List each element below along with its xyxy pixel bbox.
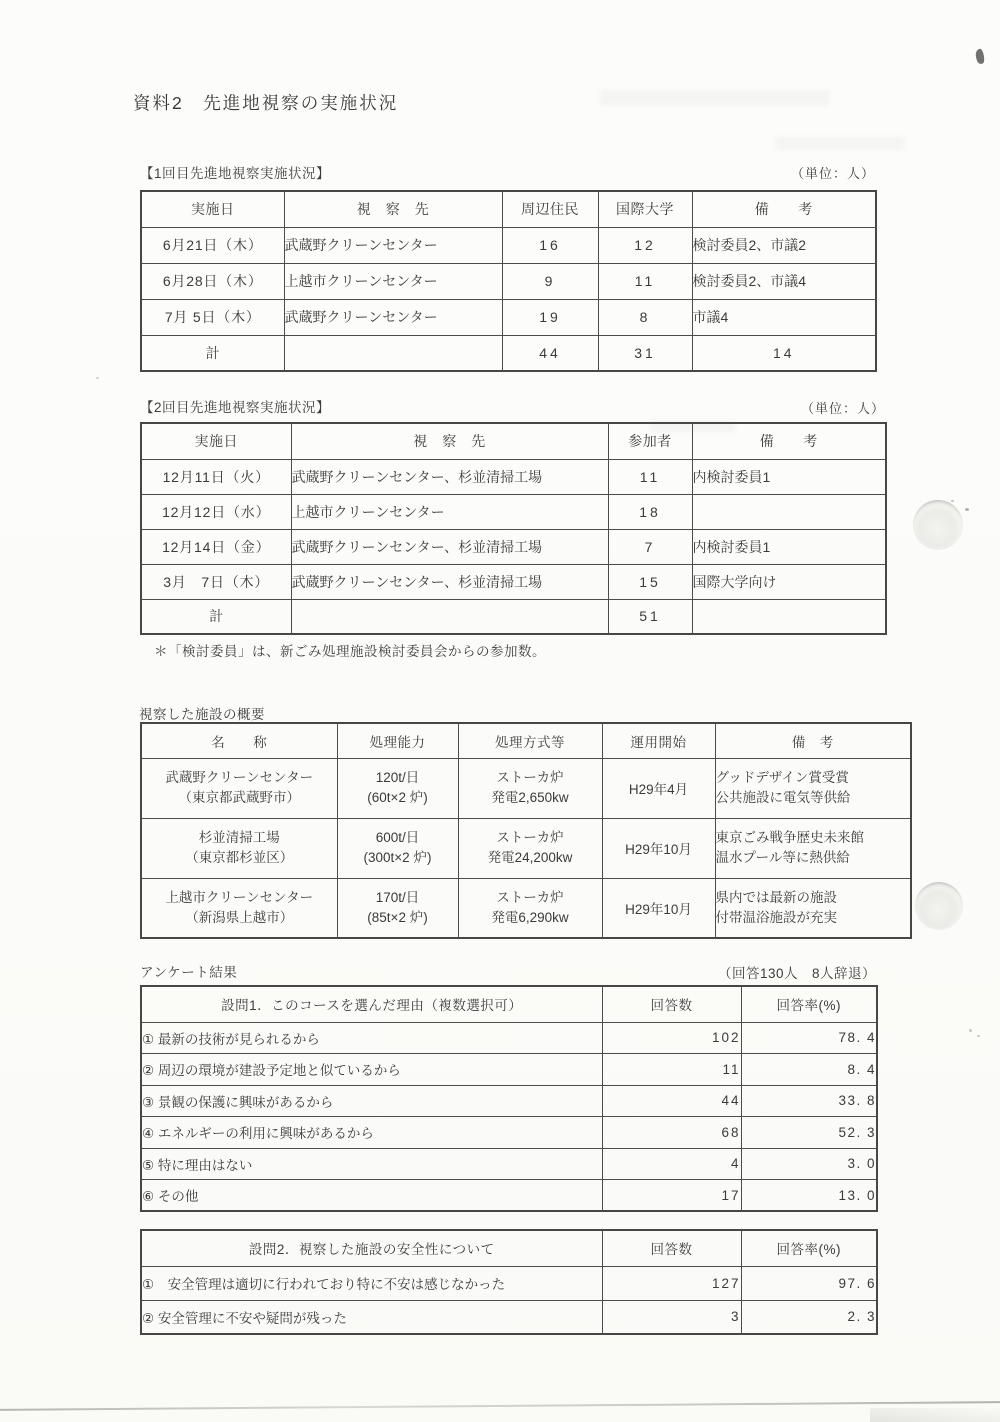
cell-answer-rate: 8. 4 xyxy=(741,1054,877,1086)
cell-answer-label: ① 最新の技術が見られるから xyxy=(141,1022,602,1054)
table2-caption: 【2回目先進地視察実施状況】 xyxy=(140,400,331,415)
table-header-row xyxy=(141,191,876,227)
cell-answer-count: 68 xyxy=(602,1117,741,1149)
table-row xyxy=(141,1180,877,1212)
footnote: ＊「検討委員」は、新ごみ処理施設検討委員会からの参加数。 xyxy=(154,644,546,659)
col-header-participants: 参加者 xyxy=(608,423,692,459)
cell-answer-rate: 3. 0 xyxy=(741,1148,877,1180)
cell-answer-rate: 2. 3 xyxy=(741,1300,877,1334)
cell-start: H29年4月 xyxy=(602,758,715,818)
cell-answer-label: ⑥ その他 xyxy=(141,1180,602,1212)
cell-residents: 19 xyxy=(502,299,598,335)
method-line2: 発電24,200kw xyxy=(487,850,573,865)
note-line1: 県内では最新の施設 xyxy=(715,889,837,905)
cell-answer-rate: 97. 6 xyxy=(741,1266,877,1300)
cell-date: 7月 5日（木） xyxy=(141,299,284,335)
cell-site: 武蔵野クリーンセンター、杉並清掃工場 xyxy=(291,564,608,599)
scan-speck xyxy=(96,377,99,379)
scan-edge-line xyxy=(0,1401,1000,1411)
q1-title: 設問1．このコースを選んだ理由（複数選択可） xyxy=(141,986,602,1022)
capacity-line2: (60t×2 炉) xyxy=(367,790,428,805)
cell-site: 上越市クリーンセンター xyxy=(291,494,608,529)
col-header-date: 実施日 xyxy=(141,423,291,459)
cell-participants: 18 xyxy=(608,494,692,529)
table-row xyxy=(141,227,876,263)
cell-site: 上越市クリーンセンター xyxy=(284,263,502,299)
cell-note: 内検討委員1 xyxy=(692,529,886,564)
scan-speck xyxy=(965,508,969,511)
cell-answer-count: 3 xyxy=(602,1300,741,1334)
cell-answer-count: 4 xyxy=(602,1148,741,1180)
method-line1: ストーカ炉 xyxy=(496,889,564,905)
col-header-residents: 周辺住民 xyxy=(502,191,598,227)
table-header-row xyxy=(141,1230,877,1266)
table-row xyxy=(141,529,886,564)
table-row xyxy=(141,878,911,938)
cell-university: 11 xyxy=(598,263,692,299)
cell-answer-count: 102 xyxy=(602,1022,741,1054)
cell-answer-rate: 33. 8 xyxy=(741,1085,877,1117)
cell-university-total: 31 xyxy=(598,335,692,371)
table-row xyxy=(141,1300,877,1334)
facility-name-line1: 杉並清掃工場 xyxy=(198,830,280,845)
col-header-note: 備 考 xyxy=(715,723,911,758)
capacity-line1: 120t/日 xyxy=(375,770,420,785)
capacity-line2: (85t×2 炉) xyxy=(367,909,428,925)
cell-site xyxy=(284,335,502,371)
cell-answer-count: 44 xyxy=(602,1085,741,1117)
cell-answer-label: ② 周辺の環境が建設予定地と似ているから xyxy=(141,1054,602,1086)
cell-facility-name xyxy=(141,758,337,818)
scan-artifact-punch-hole xyxy=(913,500,963,550)
cell-answer-rate: 78. 4 xyxy=(741,1022,877,1054)
cell-site: 武蔵野クリーンセンター、杉並清掃工場 xyxy=(291,459,608,494)
col-header-name: 名 称 xyxy=(141,723,337,758)
col-header-start: 運用開始 xyxy=(602,723,715,758)
cell-method xyxy=(458,878,602,938)
table-row xyxy=(141,1022,877,1054)
cell-total-label: 計 xyxy=(141,599,291,634)
scan-corner-shadow xyxy=(870,1408,1000,1422)
method-line2: 発電6,290kw xyxy=(491,909,569,925)
cell-participants-total: 51 xyxy=(608,599,692,634)
table-row xyxy=(141,1148,877,1180)
cell-answer-count: 127 xyxy=(602,1266,741,1300)
cell-note xyxy=(715,818,911,878)
cell-date: 12月14日（金） xyxy=(141,529,291,564)
cell-site: 武蔵野クリーンセンター xyxy=(284,299,502,335)
cell-capacity xyxy=(337,878,458,938)
scan-artifact-ink-mark xyxy=(974,48,985,64)
scan-smudge xyxy=(775,137,905,150)
col-header-date: 実施日 xyxy=(141,191,284,227)
table-row xyxy=(141,758,911,818)
facility-name-line2: （新潟県上越市） xyxy=(185,909,294,925)
q2-title: 設問2．視察した施設の安全性について xyxy=(141,1230,602,1266)
cell-site: 武蔵野クリーンセンター、杉並清掃工場 xyxy=(291,529,608,564)
table-row xyxy=(141,494,886,529)
note-line2: 温水プール等に熱供給 xyxy=(715,850,850,865)
table-second-inspection xyxy=(140,422,887,635)
method-line1: ストーカ炉 xyxy=(496,830,564,845)
cell-site xyxy=(291,599,608,634)
col-header-university: 国際大学 xyxy=(598,191,692,227)
note-line2: 公共施設に電気等供給 xyxy=(715,790,851,805)
cell-answer-rate: 52. 3 xyxy=(741,1117,877,1149)
cell-participants: 15 xyxy=(608,564,692,599)
facility-name-line2: （東京都武蔵野市） xyxy=(178,790,300,805)
table-row xyxy=(141,459,886,494)
table-facilities xyxy=(140,722,912,939)
cell-capacity xyxy=(337,818,458,878)
cell-date: 6月28日（木） xyxy=(141,263,284,299)
cell-answer-label: ① 安全管理は適切に行われており特に不安は感じなかった xyxy=(141,1266,602,1300)
table-row xyxy=(141,1085,877,1117)
cell-answer-count: 17 xyxy=(602,1180,741,1212)
col-header-site: 視 察 先 xyxy=(291,423,608,459)
table-header-row xyxy=(141,723,911,758)
table-first-inspection xyxy=(140,190,877,372)
capacity-line1: 170t/日 xyxy=(375,889,420,905)
facility-name-line2: （東京都杉並区） xyxy=(185,850,294,865)
method-line2: 発電2,650kw xyxy=(491,790,569,805)
table-row xyxy=(141,299,876,335)
cell-note xyxy=(692,494,886,529)
cell-site: 武蔵野クリーンセンター xyxy=(284,227,502,263)
cell-residents-total: 44 xyxy=(502,335,598,371)
note-line1: グッドデザイン賞受賞 xyxy=(715,770,849,785)
cell-answer-count: 11 xyxy=(602,1054,741,1086)
cell-start: H29年10月 xyxy=(602,818,715,878)
facility-name-line1: 上越市クリーンセンター xyxy=(165,889,314,905)
scan-speck xyxy=(969,1029,972,1032)
table-header-row xyxy=(141,423,886,459)
facilities-caption: 視察した施設の概要 xyxy=(139,707,265,722)
scan-smudge xyxy=(600,90,830,106)
cell-facility-name xyxy=(141,818,337,878)
cell-university: 8 xyxy=(598,299,692,335)
cell-date: 3月 7日（木） xyxy=(141,564,291,599)
cell-note: 国際大学向け xyxy=(692,564,886,599)
table-row xyxy=(141,1054,877,1086)
col-header-rate: 回答率(%) xyxy=(741,1230,877,1266)
cell-note xyxy=(692,599,886,634)
cell-participants: 7 xyxy=(608,529,692,564)
note-line2: 付帯温浴施設が充実 xyxy=(715,909,837,925)
cell-date: 6月21日（木） xyxy=(141,227,284,263)
cell-university: 12 xyxy=(598,227,692,263)
cell-note-total: 14 xyxy=(692,335,876,371)
col-header-rate: 回答率(%) xyxy=(741,986,877,1022)
scan-artifact-punch-hole xyxy=(915,882,963,930)
cell-note: 市議4 xyxy=(692,299,876,335)
col-header-method: 処理方式等 xyxy=(458,723,602,758)
table-row xyxy=(141,263,876,299)
cell-answer-rate: 13. 0 xyxy=(741,1180,877,1212)
col-header-note: 備 考 xyxy=(692,191,876,227)
capacity-line2: (300t×2 炉) xyxy=(363,850,432,865)
cell-note: 検討委員2、市議2 xyxy=(692,227,876,263)
scan-speck xyxy=(977,1035,980,1037)
table-row xyxy=(141,1266,877,1300)
table-survey-q1 xyxy=(140,985,878,1212)
table2-unit-label: （単位：人） xyxy=(800,401,885,416)
cell-residents: 9 xyxy=(502,263,598,299)
cell-total-label: 計 xyxy=(141,335,284,371)
capacity-line1: 600t/日 xyxy=(375,830,420,845)
table-row xyxy=(141,818,911,878)
col-header-count: 回答数 xyxy=(602,1230,741,1266)
cell-note xyxy=(715,878,911,938)
survey-caption: アンケート結果 xyxy=(140,965,238,980)
cell-capacity xyxy=(337,758,458,818)
scan-speck xyxy=(951,500,954,502)
table-survey-q2 xyxy=(140,1229,878,1335)
cell-note xyxy=(715,758,911,818)
cell-date: 12月12日（水） xyxy=(141,494,291,529)
table-row xyxy=(141,564,886,599)
facility-name-line1: 武蔵野クリーンセンター xyxy=(165,770,314,785)
col-header-capacity: 処理能力 xyxy=(337,723,458,758)
cell-residents: 16 xyxy=(502,227,598,263)
cell-answer-label: ③ 景観の保護に興味があるから xyxy=(141,1085,602,1117)
col-header-note: 備 考 xyxy=(692,423,886,459)
survey-respondents: （回答130人 8人辞退） xyxy=(717,966,876,981)
cell-note: 検討委員2、市議4 xyxy=(692,263,876,299)
cell-answer-label: ④ エネルギーの利用に興味があるから xyxy=(141,1117,602,1149)
cell-participants: 11 xyxy=(608,459,692,494)
cell-answer-label: ⑤ 特に理由はない xyxy=(141,1148,602,1180)
method-line1: ストーカ炉 xyxy=(496,770,564,785)
cell-answer-label: ② 安全管理に不安や疑問が残った xyxy=(141,1300,602,1334)
col-header-site: 視 察 先 xyxy=(284,191,502,227)
table1-unit-label: （単位：人） xyxy=(790,166,875,181)
document-title: 資料2 先進地視察の実施状況 xyxy=(133,93,399,113)
cell-start: H29年10月 xyxy=(602,878,715,938)
cell-note: 内検討委員1 xyxy=(692,459,886,494)
table-total-row xyxy=(141,599,886,634)
table-total-row xyxy=(141,335,876,371)
table-row xyxy=(141,1117,877,1149)
col-header-count: 回答数 xyxy=(602,986,741,1022)
cell-date: 12月11日（火） xyxy=(141,459,291,494)
cell-method xyxy=(458,758,602,818)
cell-facility-name xyxy=(141,878,337,938)
note-line1: 東京ごみ戦争歴史未来館 xyxy=(715,830,864,845)
cell-method xyxy=(458,818,602,878)
table-header-row xyxy=(141,986,877,1022)
table1-caption: 【1回目先進地視察実施状況】 xyxy=(140,166,331,181)
